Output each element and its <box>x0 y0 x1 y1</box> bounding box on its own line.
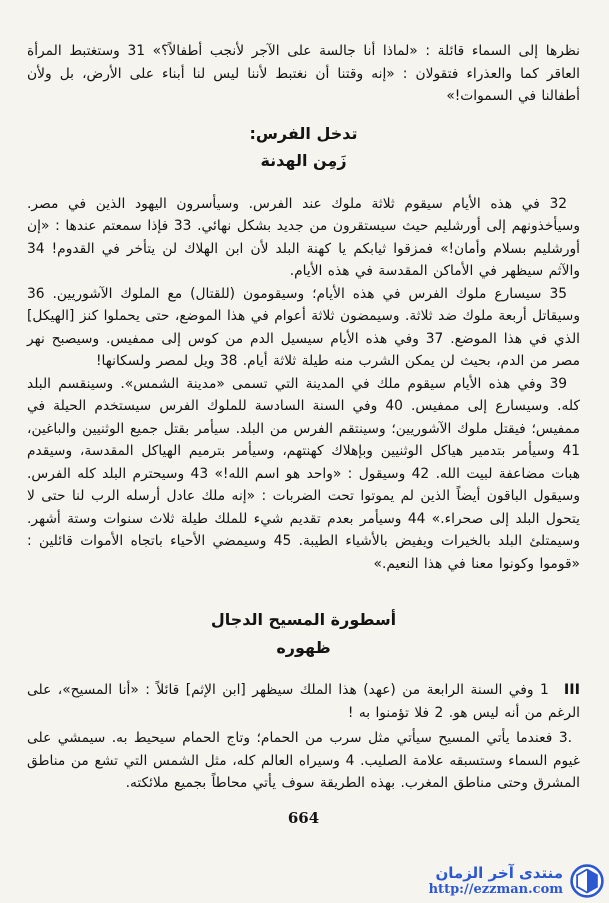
verse-paragraph-39-45: 39 وفي هذه الأيام سيقوم ملك في المدينة التي تسمى «مدينة الشمس». وسينقسم البلد كله. وسيسارع إلى ممفيس. 40 وفي السنة السادسة للملوك الفرس سيستخدم الحيلة في ممفيس؛ فيقتل ملوك الآشوريين؛ وسينتقم الفرس من البلد. سيأمر بقتل جميع الوثنيين والباغين، 41 وسيأمر بتدمير هياكل الوثنيين وبإهلاك كهنتهم، وسيأمر بترميم الهياكل المقدسة، وسيقدم هبات مضاعفة لبيت الله. 42 وسيقول : «واحد هو اسم الله!» 43 وسيحترم البلد كله الفرس. وسيقول الباقون أيضاً الذين لم يموتوا تحت الضربات : «إنه ملك عادل أرسله الرب لنا حتى لا يتحول البلد إلى صحراء.» 44 وسيأمر بعدم تقديم شيء للملك طيلة ثلاث سنوات وستة أشهر. وسيمتلئ البلد بالخيرات ويفيض بالأشياء الطيبة. 45 وسيمضي الأحياء باتجاه الأموات قائلين : «قوموا وكونوا معنا في هذا النعيم.» <box>27 375 581 572</box>
verse-paragraph-35-38: 35 سيسارع ملوك الفرس في هذه الأيام؛ وسيقومون (للقتال) مع الملوك الآشوريين. 36 وسيقاتل أربعة ملوك ضد ثلاثة. وسيمضون ثلاثة أعوام في هذا الموضع، حتى يحملوا كنز [الهيكل] الذي في هذا الموضع. 37 وفي هذه الأيام سيسيل الدم من كوس إلى ممفيس. وسيصبح نهر مصر من الدم، بحيث لن يمكن الشرب منه طيلة ثلاثة أيام. 38 ويل لمصر ولسكانها! <box>27 285 581 369</box>
forum-name: منتدى آخر الزمان <box>435 864 563 882</box>
verse-paragraph-1-2 <box>27 679 580 724</box>
section-title-antichrist-legend: أسطورة المسيح الدجال <box>210 610 397 629</box>
hexagon-circle-logo-icon <box>570 864 604 898</box>
section-title-persian-intervention: تدخل الفرس: <box>249 123 358 143</box>
page-body <box>27 40 580 829</box>
chapter-roman-numeral: III <box>563 682 580 698</box>
intro-paragraph: نظرها إلى السماء قائلة : «لماذا أنا جالسة على الآجر لأنجب أطفالاً؟» 31 وستغتبط المرأة العاقر كما والعذراء فتقولان : «إنه وقتنا أن نغتبط لأننا ليس لنا أبناء على الأرض، بل ولأن أطفالنا في السموات!» <box>27 43 580 104</box>
verse-paragraph-32-34: 32 في هذه الأيام سيقوم ثلاثة ملوك عند الفرس. وسيأسرون اليهود الذين في مصر. وسيأخذونهم إلى أورشليم حيث سيستقرون من جديد بشكل نهائي. 33 فإذا سمعتم عندها : «إن أورشليم بسلام وأمان!» فمزقوا ثيابكم يا كهنة البلد لأن ابن الهلاك لن يتأخر في القدوم! 34 والآثم سيظهر في الأماكن المقدسة في هذه الأيام. <box>27 195 580 279</box>
verse-paragraph-3-4: .3 فعندما يأتي المسيح سيأتي مثل سرب من الحمام؛ وتاج الحمام سيحيط به. سيمشي على غيوم السماء وستسبقه علامة الصليب. 4 وسيراه العالم كله، مثل الشمس التي تشع من مناطق المشرق وحتى مناطق المغرب. بهذه الطريقة سوف يأتي محاطاً بجميع ملائكته. <box>27 730 581 791</box>
section-subtitle-his-appearance: ظهوره <box>276 637 331 657</box>
forum-watermark <box>429 864 604 898</box>
section-subtitle-truce-time: زَمِن الهدنة <box>260 151 347 170</box>
forum-watermark-text <box>429 864 563 898</box>
page-number: 664 <box>287 808 320 827</box>
forum-url[interactable]: http://ezzman.com <box>428 882 563 897</box>
verse-text-1-2: 1 وفي السنة الرابعة من (عهد) هذا الملك سيظهر [ابن الإثم] قائلاً : «أنا المسيح»، على الرغم من أنه ليس هو. 2 فلا تؤمنوا به ! <box>27 682 580 721</box>
